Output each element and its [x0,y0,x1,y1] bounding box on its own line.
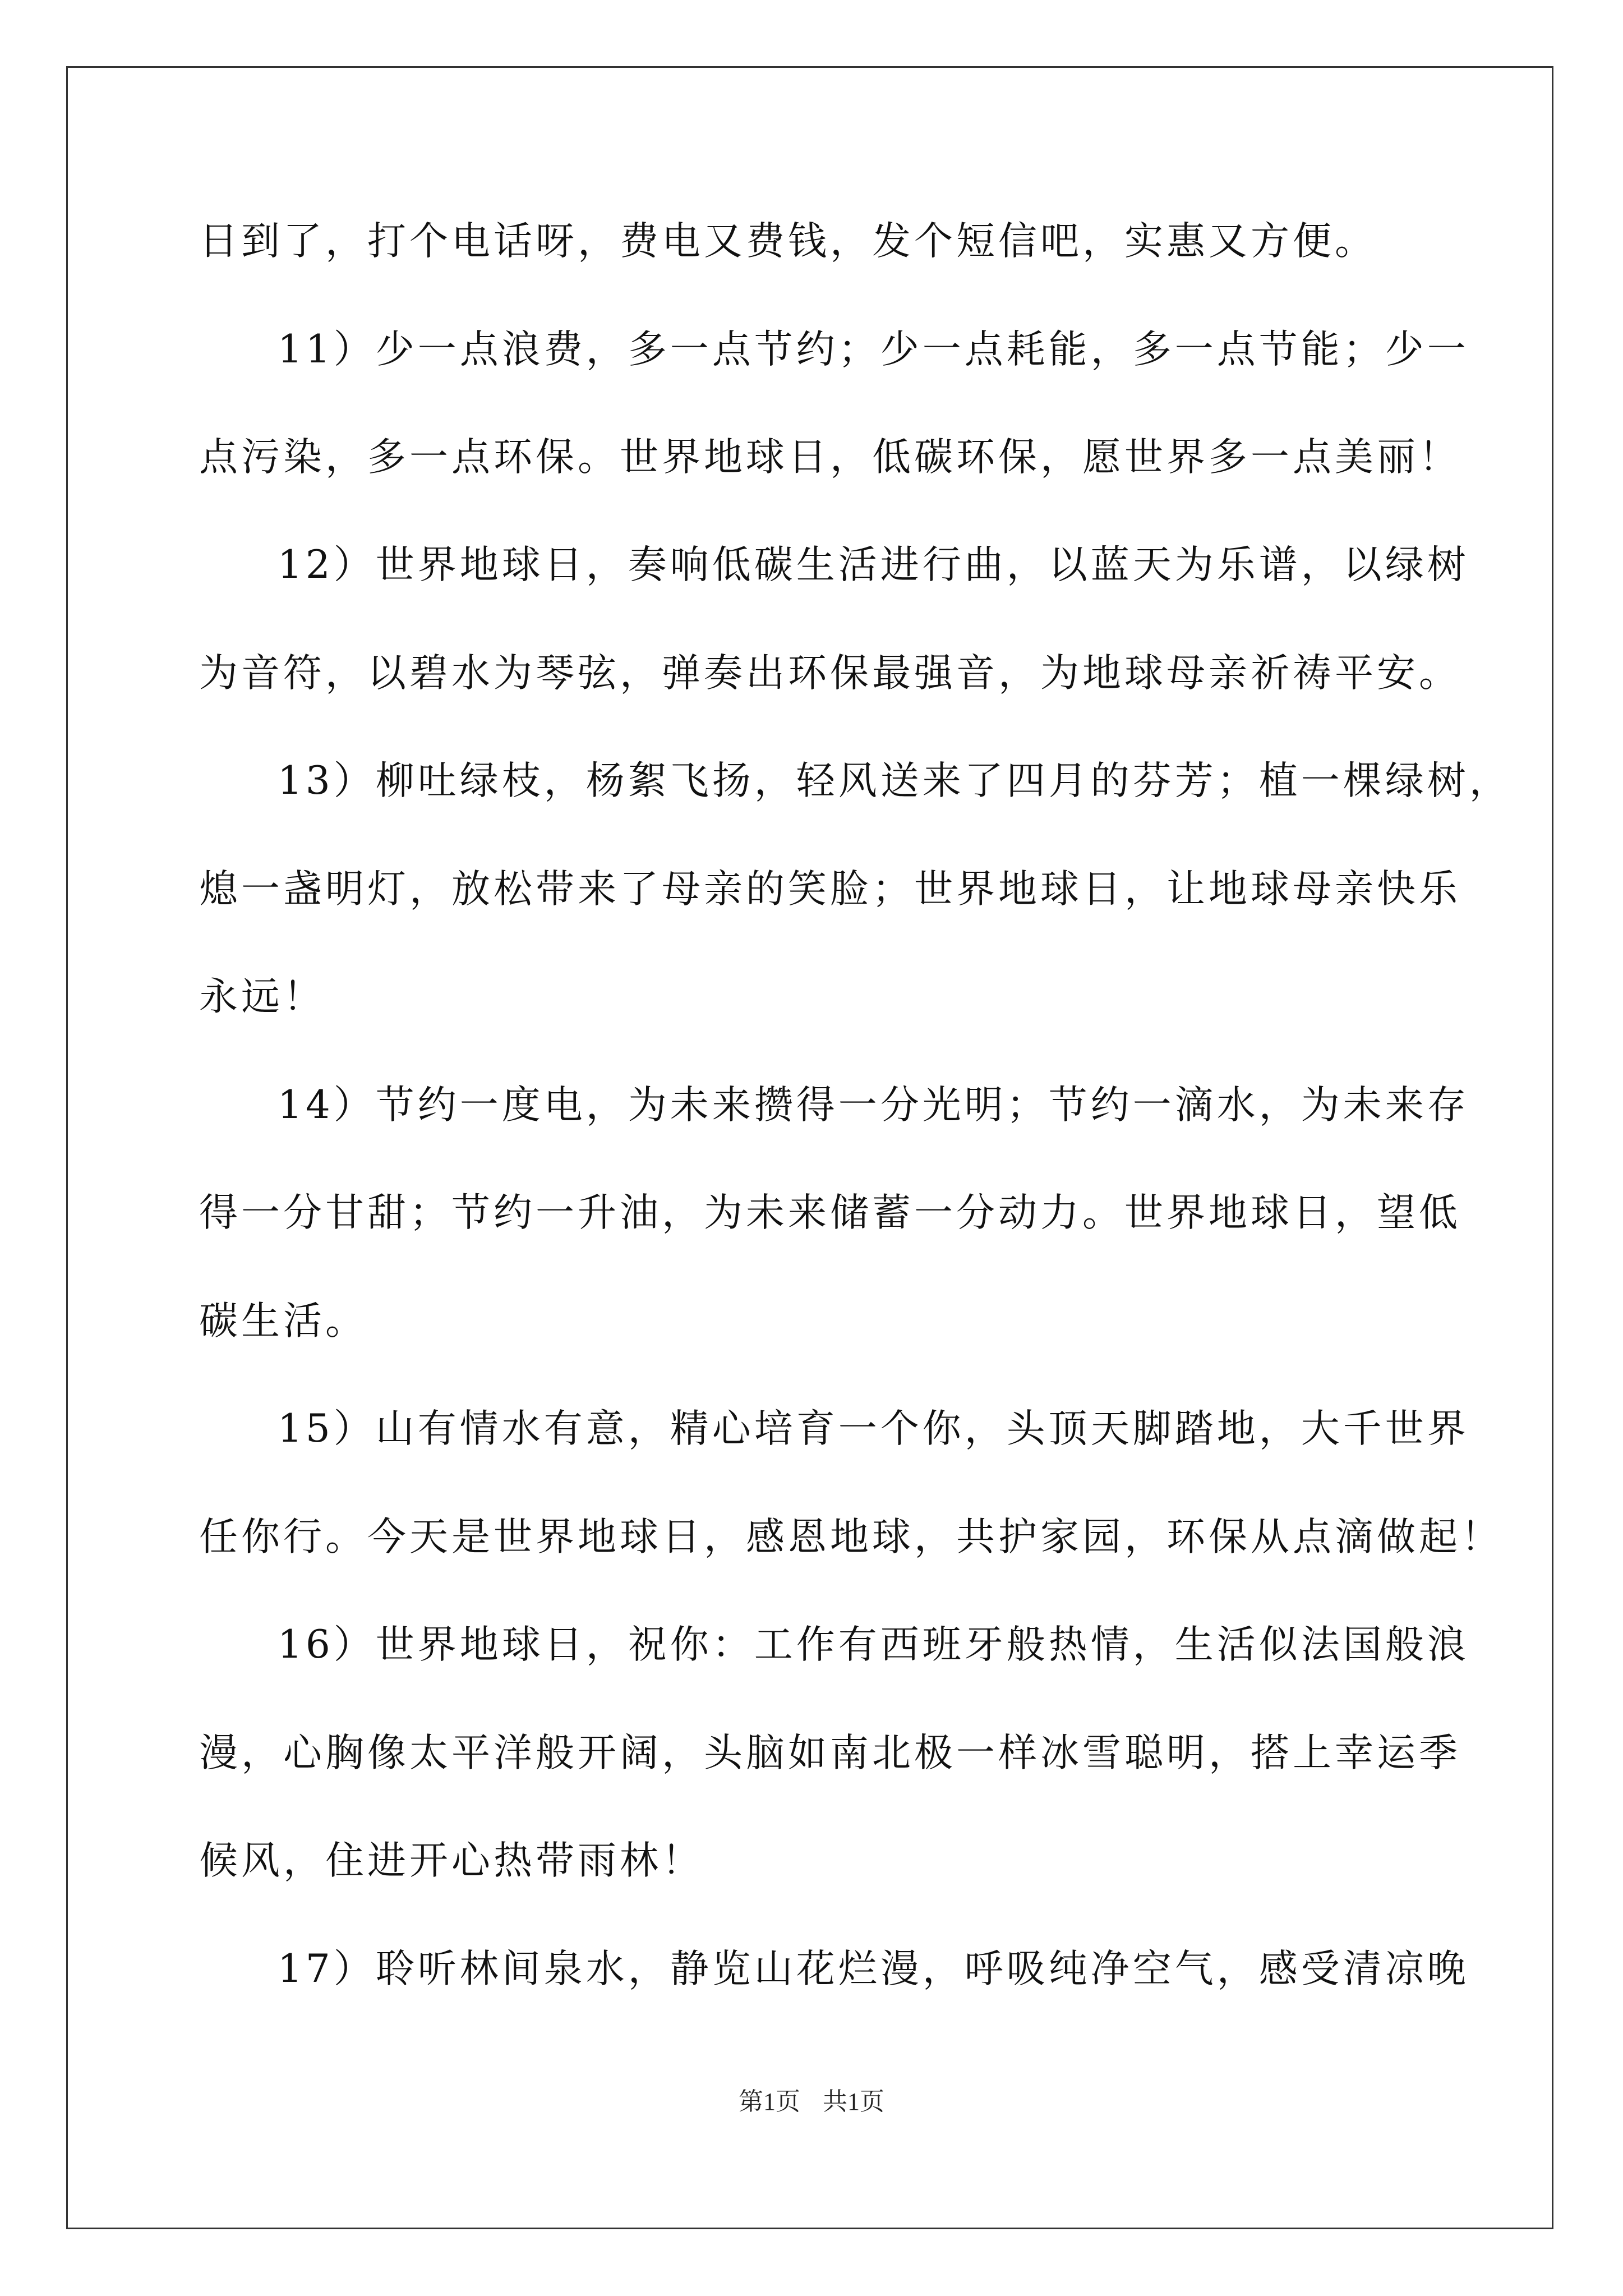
paragraph-12-line-1: 12）世界地球日，奏响低碳生活进行曲，以蓝天为乐谱，以绿树 [278,542,1469,587]
paragraph-16-line-3: 候风，住进开心热带雨林！ [199,1838,704,1883]
page-border [66,66,1553,2229]
paragraph-16-line-1: 16）世界地球日，祝你：工作有西班牙般热情，生活似法国般浪 [278,1622,1469,1667]
page-number: 第1页 [739,2088,800,2115]
page-total: 共1页 [823,2088,884,2115]
paragraph-13-line-3: 永远！ [199,974,325,1019]
paragraph-15-line-2: 任你行。今天是世界地球日，感恩地球，共护家园，环保从点滴做起！ [199,1515,1503,1559]
paragraph-11-line-1: 11）少一点浪费，多一点节约；少一点耗能，多一点节能；少一 [278,327,1469,372]
paragraph-14-line-2: 得一分甘甜；节约一升油，为未来储蓄一分动力。世界地球日，望低 [199,1190,1461,1235]
paragraph-13-line-2: 熄一盏明灯，放松带来了母亲的笑脸；世界地球日，让地球母亲快乐 [199,867,1461,912]
paragraph-12-line-2: 为音符，以碧水为琴弦，弹奏出环保最强音，为地球母亲祈祷平安。 [199,651,1461,696]
paragraph-17-line-1: 17）聆听林间泉水，静览山花烂漫，呼吸纯净空气，感受清凉晚 [278,1947,1469,1991]
paragraph-16-line-2: 漫，心胸像太平洋般开阔，头脑如南北极一样冰雪聪明，搭上幸运季 [199,1731,1461,1775]
paragraph-14-line-3: 碳生活。 [199,1299,367,1343]
paragraph-13-line-1: 13）柳吐绿枝，杨絮飞扬，轻风送来了四月的芬芳；植一棵绿树， [278,758,1511,803]
paragraph-15-line-1: 15）山有情水有意，精心培育一个你，头顶天脚踏地，大千世界 [278,1406,1469,1451]
paragraph-11-line-2: 点污染，多一点环保。世界地球日，低碳环保，愿世界多一点美丽！ [199,435,1461,480]
text-line: 日到了，打个电话呀，费电又费钱，发个短信吧，实惠又方便。 [199,219,1377,264]
page-footer [0,2088,1623,2116]
paragraph-14-line-1: 14）节约一度电，为未来攒得一分光明；节约一滴水，为未来存 [278,1083,1469,1128]
